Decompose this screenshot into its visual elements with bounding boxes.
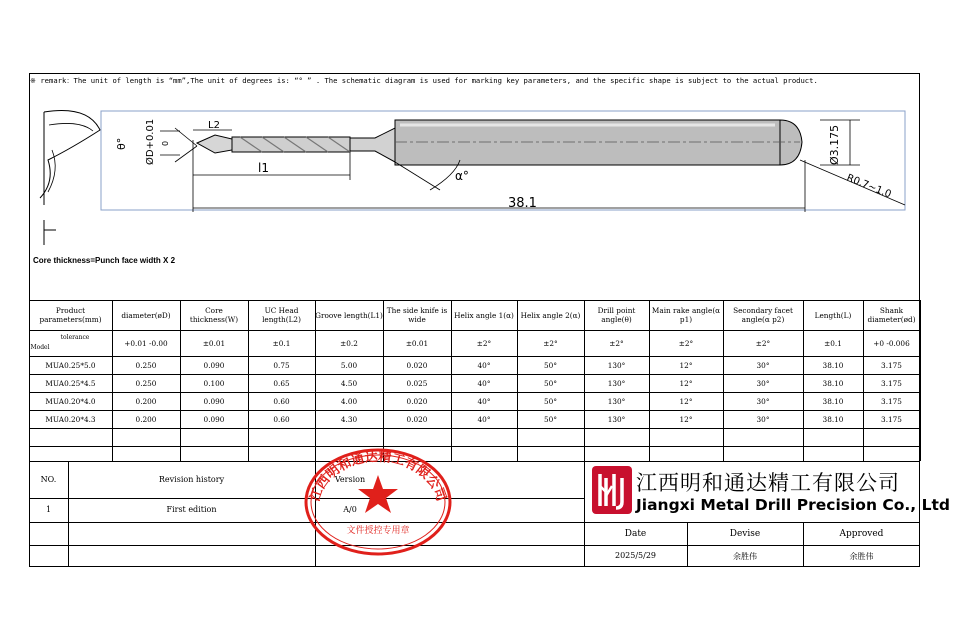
divider xyxy=(29,461,920,462)
table-rule xyxy=(920,300,921,461)
table-cell: 0.60 xyxy=(273,414,290,424)
model-label: Model xyxy=(30,343,50,351)
tolerance-cell: ±0.01 xyxy=(202,338,226,348)
tolerance-cell: ±2° xyxy=(678,338,694,348)
table-cell: 0.090 xyxy=(203,414,225,424)
table-header: Secondary facet angle(α p2) xyxy=(733,306,793,324)
table-header: Groove length(L1) xyxy=(315,310,383,320)
model-cell: MUA0.25*4.5 xyxy=(45,378,96,388)
core-thickness-note: Core thickness=Punch face width X 2 xyxy=(33,256,176,265)
divider xyxy=(29,545,920,546)
company-name-cn: 江西明和通达精工有限公司 xyxy=(636,471,900,495)
company-logo xyxy=(592,466,632,514)
table-cell: 4.50 xyxy=(340,378,358,388)
table-cell: 40° xyxy=(477,414,491,424)
seal-star-icon xyxy=(358,475,398,513)
version-header: Version xyxy=(334,475,366,484)
label-theta: θ° xyxy=(115,137,128,150)
date-header: Date xyxy=(624,529,647,539)
table-header: Shank diameter(ød) xyxy=(867,306,916,324)
table-cell: 130° xyxy=(607,360,626,370)
approved-value: 余胜伟 xyxy=(849,552,874,561)
approved-header: Approved xyxy=(839,529,884,539)
table-cell: 0.250 xyxy=(135,378,157,388)
table-cell: 40° xyxy=(477,378,491,388)
table-cell: 0.020 xyxy=(406,414,428,424)
tip-profile-sketch xyxy=(40,110,100,245)
table-cell: 3.175 xyxy=(881,396,902,406)
tolerance-cell: ±2° xyxy=(609,338,624,348)
tolerance-cell: +0.01 -0.00 xyxy=(124,338,168,348)
label-L2: L2 xyxy=(208,120,220,131)
tolerance-cell: ±0.2 xyxy=(340,338,358,348)
table-cell: 40° xyxy=(477,360,491,370)
tolerance-cell: ±0.01 xyxy=(405,338,429,348)
table-cell: 130° xyxy=(607,396,626,406)
table-cell: 30° xyxy=(756,378,770,388)
table-cell: 3.175 xyxy=(881,360,902,370)
table-cell: 0.100 xyxy=(203,378,225,388)
table-cell: 50° xyxy=(544,360,557,370)
table-cell: 30° xyxy=(756,414,770,424)
table-header: diameter(øD) xyxy=(121,310,171,320)
table-cell: 0.60 xyxy=(273,396,290,406)
table-cell: 50° xyxy=(544,378,557,388)
revision-no: 1 xyxy=(45,505,52,514)
table-header: Product parameters(mm) xyxy=(39,306,102,324)
tolerance-cell: ±2° xyxy=(543,338,558,348)
seal-bottom-text: 文件授控专用章 xyxy=(346,526,410,536)
divider xyxy=(29,522,920,523)
tolerance-label: tolerance xyxy=(60,333,90,341)
label-radius: R0.7~1.0 xyxy=(844,172,893,201)
table-cell: 50° xyxy=(544,396,557,406)
table-rule xyxy=(29,446,920,447)
table-cell: 38.10 xyxy=(822,396,844,406)
table-header: Helix angle 2(α) xyxy=(520,310,581,320)
table-cell: 0.090 xyxy=(203,396,225,406)
company-name-en: Jiangxi Metal Drill Precision Co., Ltd xyxy=(636,496,950,514)
tolerance-cell: ±0.1 xyxy=(824,338,842,348)
label-diameter: ØD+0.01 xyxy=(145,118,156,165)
tolerance-cell: ±0.1 xyxy=(272,338,291,348)
table-cell: 5.00 xyxy=(340,360,358,370)
model-cell: MUA0.20*4.3 xyxy=(45,414,96,424)
table-cell: 38.10 xyxy=(822,414,844,424)
label-diameter-lower: 0 xyxy=(161,140,170,146)
model-cell: MUA0.25*5.0 xyxy=(45,360,96,370)
label-length: 38.1 xyxy=(508,196,537,211)
table-cell: 30° xyxy=(756,396,770,406)
tolerance-cell: ±2° xyxy=(755,338,771,348)
model-cell: MUA0.20*4.0 xyxy=(45,396,96,406)
date-value: 2025/5/29 xyxy=(614,551,657,560)
devise-header: Devise xyxy=(729,529,761,539)
table-cell: 38.10 xyxy=(822,360,844,370)
table-cell: 0.75 xyxy=(273,360,290,370)
seal-ring-text: 江西明和通达精工有限公司 xyxy=(307,449,449,504)
revision-history-header: Revision history xyxy=(158,475,225,484)
table-header: UC Head length(L2) xyxy=(262,306,301,324)
tolerance-cell: +0 -0.006 xyxy=(873,338,910,348)
table-cell: 50° xyxy=(544,414,557,424)
table-cell: 3.175 xyxy=(881,378,902,388)
table-cell: 0.250 xyxy=(135,360,157,370)
table-cell: 0.090 xyxy=(203,360,225,370)
table-cell: 3.175 xyxy=(881,414,902,424)
table-cell: 38.10 xyxy=(822,378,844,388)
table-cell: 12° xyxy=(679,360,693,370)
table-header: Drill point angle(θ) xyxy=(597,306,636,324)
revision-history: First edition xyxy=(166,505,217,514)
table-header: Helix angle 1(α) xyxy=(454,310,514,320)
table-cell: 4.00 xyxy=(340,396,358,406)
table-cell: 0.020 xyxy=(406,396,428,406)
table-cell: 0.200 xyxy=(135,414,157,424)
table-header: Length(L) xyxy=(814,310,852,320)
table-cell: 30° xyxy=(756,360,770,370)
company-seal xyxy=(303,447,453,557)
table-cell: 130° xyxy=(607,414,626,424)
revision-no-header: NO. xyxy=(40,475,57,484)
devise-value: 余胜伟 xyxy=(733,552,757,561)
table-cell: 12° xyxy=(679,414,693,424)
label-alpha: α° xyxy=(455,169,469,183)
table-cell: 0.025 xyxy=(406,378,428,388)
table-header: The side knife is wide xyxy=(386,306,448,324)
drill-body xyxy=(197,120,802,165)
table-cell: 0.020 xyxy=(406,360,428,370)
table-cell: 40° xyxy=(477,396,491,406)
table-rule xyxy=(29,428,920,429)
table-cell: 130° xyxy=(607,378,626,388)
tolerance-cell: ±2° xyxy=(476,338,492,348)
table-cell: 12° xyxy=(679,378,693,388)
table-cell: 4.30 xyxy=(340,414,358,424)
table-cell: 12° xyxy=(679,396,693,406)
remark-text: ※ remark：The unit of length is “mm”,The unit of degrees is: “° ” . The schematic diagram is used for marking key parameters, and the specific shape is subject to the actual product. xyxy=(30,76,818,85)
table-cell: 0.65 xyxy=(273,378,290,388)
label-l1: l1 xyxy=(258,161,269,175)
label-shank: Ø3.175 xyxy=(828,124,841,165)
table-header: Core thickness(W) xyxy=(189,306,239,324)
table-header: Main rake angle(α p1) xyxy=(651,306,721,324)
version: A/0 xyxy=(343,505,357,514)
table-cell: 0.200 xyxy=(135,396,157,406)
